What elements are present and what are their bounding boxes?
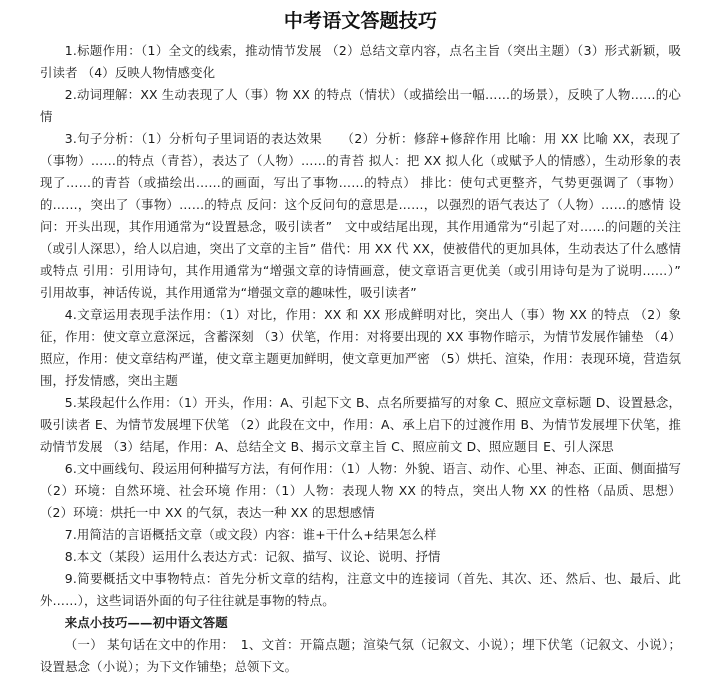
paragraph-sentence-role: （一） 某句话在文中的作用： 1、文首：开篇点题；渲染气氛（记叙文、小说）；埋下伏笔（记叙文、小说）；设置悬念（小说）；为下文作铺垫；总领下文。: [40, 637, 681, 674]
document-title: 中考语文答题技巧: [283, 10, 438, 32]
paragraph-expression-modes: 8.本文（某段）运用什么表达方式：记叙、描写、议论、说明、抒情: [64, 549, 441, 564]
paragraph-summary: 7.用简洁的言语概括文章（或文段）内容：谁+干什么+结果怎么样: [64, 527, 437, 542]
paragraph-title-function: 1.标题作用：（1）全文的线索，推动情节发展 （2）总结文章内容，点名主旨（突出主题）（3）形式新颖，吸引读者 （4）反映人物情感变化: [40, 43, 681, 80]
paragraph-expression-techniques: 4.文章运用表现手法作用：（1）对比，作用：XX 和 XX 形成鲜明对比，突出人（事）物 XX 的特点 （2）象征，作用：使文章立意深远，含蓄深刻 （3）伏笔，作用：对将要出现的 XX 事物作暗示，为情节发展作铺垫 （4）照应，作用：使文章结构严谨，使文章主题更加鲜明，使文章更加严密 （5）烘托、渲染，作用：表现环境，营造氛围，抒发情感，突出主题: [40, 307, 681, 388]
section-subheading: 来点小技巧——初中语文答题: [64, 615, 228, 630]
paragraph-verb-understanding: 2.动词理解：XX 生动表现了人（事）物 XX 的特点（情状）（或描绘出一幅……的场景），反映了人物……的心情: [40, 87, 681, 124]
paragraph-object-features: 9.简要概括文中事物特点：首先分析文章的结构，注意文中的连接词（首先、其次、还、然后、也、最后、此外……），这些词语外面的句子往往就是事物的特点。: [40, 571, 681, 608]
paragraph-sentence-analysis: 3.句子分析：（1）分析句子里词语的表达效果 （2）分析：修辞+修辞作用 比喻：用 XX 比喻 XX，表现了（事物）……的特点（青苔），表达了（人物）……的青苔 拟人：把 XX 拟人化（或赋予人的情感），生动形象的表现了……的青苔（或描绘出……的画面，写出了事物……的特点） 排比：使句式更整齐，气势更强调了（事物）的……，突出了（事物）……的特点 反问：这个反问句的意思是……，以强烈的语气表达了（人物）……的感情 设问：开头出现，其作用通常为“设置悬念，吸引读者” 文中或结尾出现，其作用通常为“引起了对……的问题的关注（或引人深思），给人以启迪，突出了文章的主旨” 借代：用 XX 代 XX，使被借代的更加具体，生动表达了什么感情或特点 引用：引用诗句，其作用通常为“增强文章的诗情画意，使文章语言更优美（或引用诗句是为了说明……）” 引用故事，神话传说，其作用通常为“增强文章的趣味性，吸引读者”: [40, 131, 694, 300]
paragraph-description-methods: 6.文中画线句、段运用何种描写方法，有何作用：（1）人物：外貌、语言、动作、心里、神态、正面、侧面描写 （2）环境：自然环境、社会环境 作用：（1）人物：表现人物 XX 的特点，突出人物 XX 的性格（品质、思想） （2）环境：烘托一中 XX 的气氛，表达一种 XX 的思想感情: [40, 461, 681, 520]
paragraph-section-function: 5.某段起什么作用：（1）开头，作用：A、引起下文 B、点名所要描写的对象 C、照应文章标题 D、设置悬念，吸引读者 E、为情节发展埋下伏笔 （2）此段在文中，作用：A、承上启下的过渡作用 B、为情节发展埋下伏笔，推动情节发展 （3）结尾，作用：A、总结全文 B、揭示文章主旨 C、照应前文 D、照应题目 E、引人深思: [40, 395, 681, 454]
